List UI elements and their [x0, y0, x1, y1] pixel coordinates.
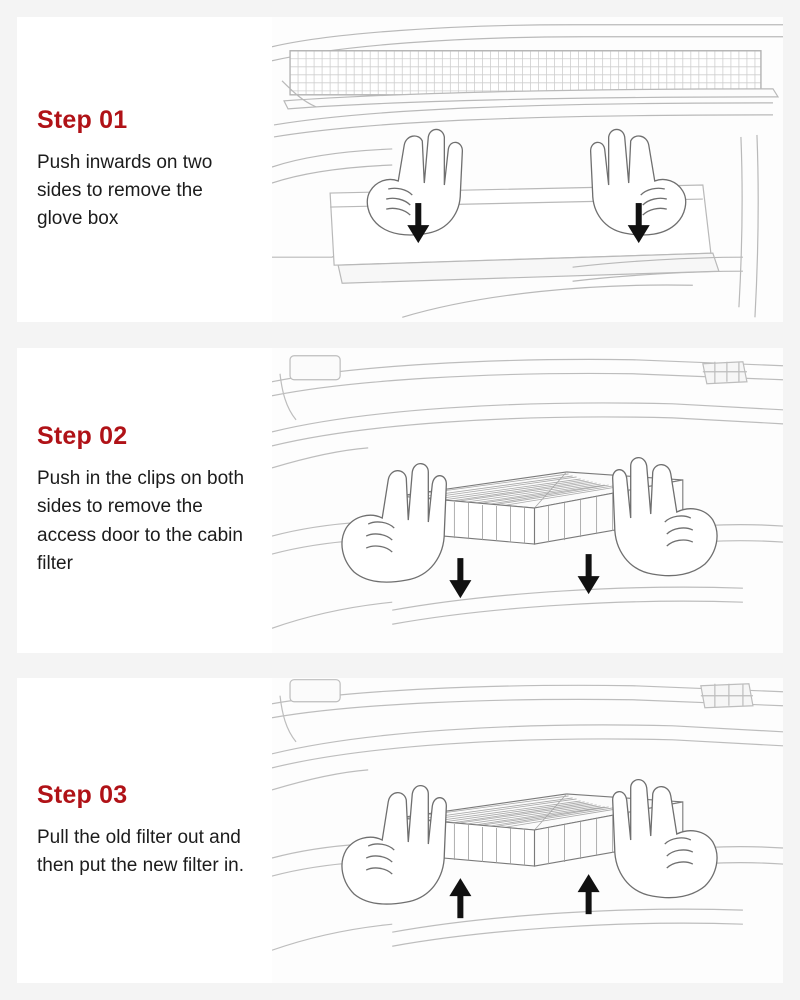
step-card-02 — [17, 348, 783, 653]
step-03-diagram-svg — [272, 678, 783, 983]
step-title-01: Step 01 — [37, 105, 128, 134]
step-title-03: Step 03 — [37, 780, 128, 809]
step-text-01 — [17, 17, 272, 322]
step-card-03 — [17, 678, 783, 983]
step-description-02: Push in the clips on both sides to remove the access door to the cabin filter — [37, 468, 245, 574]
glove-box-removal-illustration — [272, 17, 783, 322]
step-text-02 — [17, 348, 272, 653]
step-01-diagram-svg — [272, 17, 783, 322]
step-title-02: Step 02 — [37, 422, 128, 451]
step-02-diagram-svg — [272, 348, 783, 653]
step-text-03 — [17, 678, 272, 983]
step-description-03: Pull the old filter out and then put the new filter in. — [37, 826, 245, 876]
step-card-01 — [17, 17, 783, 322]
step-description-01: Push inwards on two sides to remove the glove box — [37, 151, 213, 230]
access-door-removal-illustration — [272, 348, 783, 653]
filter-replacement-illustration — [272, 678, 783, 983]
